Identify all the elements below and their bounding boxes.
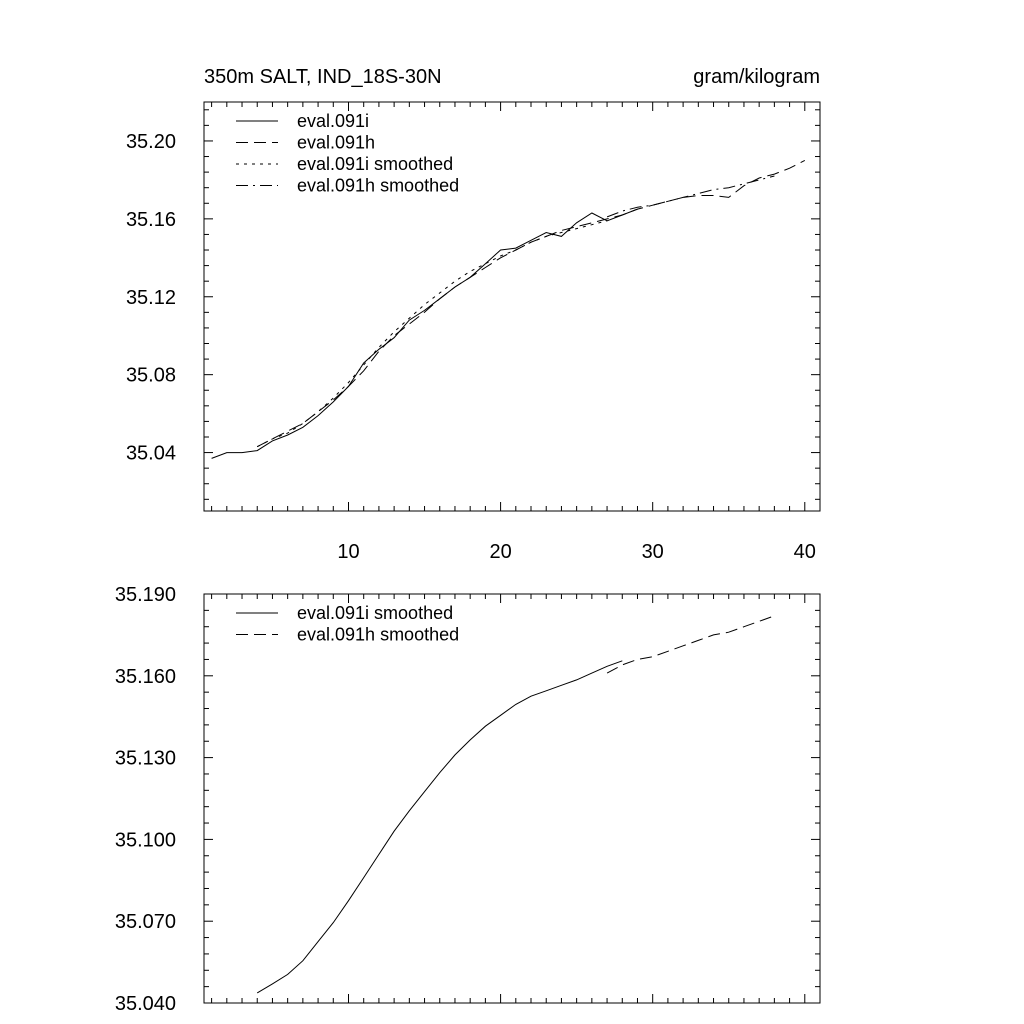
bottom-plot-frame	[204, 594, 820, 1003]
bottom-panel	[115, 584, 820, 1015]
y-tick-label: 35.040	[114, 993, 176, 1015]
y-tick-label: 35.070	[114, 911, 176, 934]
y-tick-label: 35.08	[125, 364, 176, 387]
legend-label: eval.091h	[297, 132, 376, 153]
top-title-right: gram/kilogram	[693, 66, 820, 88]
y-tick-label: 35.20	[125, 130, 176, 153]
y-tick-label: 35.160	[114, 665, 176, 688]
legend-label: eval.091i smoothed	[297, 603, 454, 623]
x-tick-label: 20	[489, 541, 512, 563]
x-tick-label: 40	[793, 541, 816, 563]
legend-label: eval.091i	[297, 111, 370, 131]
y-tick-label: 35.130	[114, 747, 176, 770]
series-line-1	[257, 661, 622, 993]
bottom-series-group	[257, 616, 774, 993]
y-tick-label: 35.190	[114, 584, 176, 606]
y-tick-label: 35.04	[125, 442, 176, 465]
top-series-group	[212, 160, 805, 458]
legend-label: eval.091h smoothed	[297, 175, 460, 196]
x-tick-label: 30	[641, 541, 664, 563]
series-line-2	[607, 616, 774, 673]
x-tick-label: 10	[337, 541, 360, 563]
y-tick-label: 35.16	[125, 208, 176, 231]
series-line-1	[212, 209, 638, 458]
legend-label: eval.091i smoothed	[297, 154, 454, 174]
top-ticks	[126, 102, 820, 563]
series-line-2	[257, 160, 805, 446]
legend-label: eval.091h smoothed	[297, 624, 460, 645]
top-title-left: 350m SALT, IND_18S-30N	[204, 66, 442, 88]
y-tick-label: 35.12	[125, 286, 176, 309]
top-legend	[236, 111, 459, 196]
top-panel	[126, 66, 820, 563]
series-line-3	[257, 221, 607, 447]
y-tick-label: 35.100	[114, 829, 176, 852]
bottom-ticks	[115, 584, 820, 1015]
bottom-legend	[236, 603, 459, 645]
